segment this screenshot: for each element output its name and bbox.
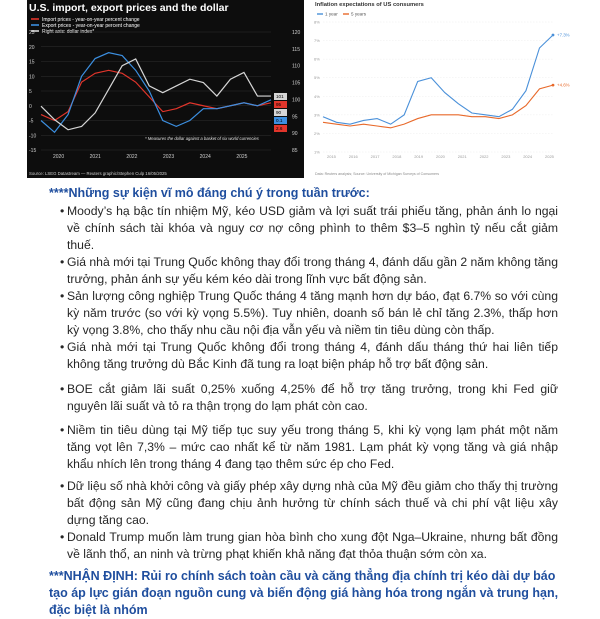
- assessment-text: ***NHẬN ĐỊNH: Rủi ro chính sách toàn cầu và căng thẳng địa chính trị kéo dài dự báo tạo áp lực gián đoạn nguồn cung và biến động giá hàng hóa trong ngắn và trung hạn, đặc biệt là nhóm: [49, 569, 559, 617]
- y-tick-label: 15: [29, 59, 35, 66]
- x-tick-label: 2021: [457, 154, 467, 159]
- chart-left-source: Source: LSEG Datastream — Reuters graphic/Stephen Culp 16/05/2025: [29, 171, 167, 176]
- list-item: [30, 478, 558, 529]
- y-tick-label: 0: [29, 103, 32, 110]
- event-text: Giá nhà mới tại Trung Quốc không thay đổi trong tháng 4, đánh dấu gần 2 năm không tăng trưởng, phản ánh sự yếu kém kéo dài trong lĩnh vực bất động sản.: [67, 255, 558, 286]
- inflation-expectations-chart: [313, 0, 573, 178]
- end-label: 90: [276, 110, 282, 115]
- bullet-icon: •: [60, 255, 65, 269]
- x-tick-label: 2020: [436, 154, 445, 159]
- end-label: 0.1: [276, 118, 283, 123]
- bullet-icon: •: [60, 530, 65, 544]
- y-tick-label: 20: [29, 44, 35, 51]
- y2-tick-label: 100: [292, 97, 301, 104]
- end-label: 95: [276, 102, 282, 107]
- y2-tick-label: 120: [292, 30, 301, 36]
- bullet-icon: •: [60, 423, 65, 437]
- series-line: [323, 85, 553, 128]
- chart-right-footnote: Data: Reuters analysis; Source: University of Michigan Surveys of Consumers: [315, 172, 440, 176]
- legend-label: 5 years: [351, 11, 367, 17]
- legend-label: Export prices - year-on-year percent change: [42, 23, 140, 29]
- series-end-marker: [552, 84, 555, 87]
- series-line: [41, 70, 271, 120]
- y-tick-label: 10: [29, 74, 35, 81]
- series-end-marker: [552, 34, 555, 37]
- y-tick-label: 6%: [314, 56, 320, 62]
- x-tick-label: 2021: [89, 154, 101, 160]
- bullet-icon: •: [60, 289, 65, 303]
- list-item: [30, 203, 558, 254]
- y-tick-label: 5%: [314, 75, 320, 81]
- event-text: Moody’s hạ bậc tín nhiệm Mỹ, kéo USD giảm và lợi suất trái phiếu tăng, phản ánh lo ngại về chính sách tài khóa và nguy cơ nợ công phình to thêm $3–5 nghìn tỷ nếu cắt giảm thuế.: [67, 204, 558, 252]
- y-tick-label: 7%: [314, 38, 320, 44]
- x-tick-label: 2022: [126, 154, 138, 160]
- x-tick-label: 2015: [327, 154, 336, 159]
- chart-right-title: Inflation expectations of US consumers: [315, 2, 424, 8]
- y2-tick-label: 110: [292, 63, 300, 70]
- x-tick-label: 2016: [348, 154, 358, 159]
- bullet-icon: •: [60, 382, 65, 396]
- x-tick-label: 2019: [414, 154, 424, 159]
- y-tick-label: 4%: [314, 93, 320, 99]
- x-tick-label: 2024: [199, 154, 211, 160]
- y2-tick-label: 105: [292, 80, 301, 87]
- x-tick-label: 2017: [370, 154, 380, 159]
- event-text: Giá nhà mới tại Trung Quốc không đổi trong tháng 4, đánh dấu tháng thứ hai liên tiếp không tăng trưởng dù Bắc Kinh đã tung ra loạt biện pháp hỗ trợ bất động sản.: [67, 340, 558, 371]
- event-text: BOE cắt giảm lãi suất 0,25% xuống 4,25% để hỗ trợ tăng trưởng, trong khi Fed giữ nguyên lãi suất và tỏ ra thận trọng do lạm phát còn cao.: [67, 382, 558, 413]
- y-tick-label: 8%: [314, 19, 320, 25]
- y2-tick-label: 95: [292, 114, 298, 121]
- x-tick-label: 2023: [163, 154, 175, 160]
- bullet-icon: •: [60, 479, 65, 493]
- end-label: 2.6: [276, 126, 283, 131]
- y2-tick-label: 115: [292, 46, 300, 53]
- y-tick-label: -15: [29, 148, 37, 154]
- import-export-dollar-chart: [27, 0, 304, 178]
- x-tick-label: 2025: [236, 154, 248, 160]
- end-label: +4.6%: [557, 82, 570, 88]
- x-tick-label: 2024: [523, 154, 533, 159]
- y-tick-label: 1%: [314, 149, 320, 155]
- event-text: Donald Trump muốn làm trung gian hòa bình cho xung đột Nga–Ukraine, nhưng bất đồng về lãnh thổ, an ninh và trừng phạt khiến khả năng đạt thỏa thuận sớm còn xa.: [67, 530, 558, 561]
- x-tick-label: 2018: [392, 154, 402, 159]
- chart-left-title: U.S. import, export prices and the dollar: [29, 2, 229, 14]
- y-tick-label: 25: [29, 30, 35, 36]
- y-tick-label: 2%: [314, 130, 320, 136]
- event-text: Dữ liệu số nhà khởi công và giấy phép xây dựng nhà của Mỹ đều giảm cho thấy thị trường bất động sản Mỹ cũng đang chịu ảnh hưởng từ chính sách thuế và chi phí vật liệu xây dựng tăng cao.: [67, 479, 558, 527]
- y2-tick-label: 90: [292, 131, 298, 138]
- event-text: Sản lượng công nghiệp Trung Quốc tháng 4 tăng mạnh hơn dự báo, đạt 6.7% so với cùng kỳ năm trước (so với kỳ vọng 5.5%). Tuy nhiên, doanh số bán lẻ chỉ tăng 2.3%, thấp hơn kỳ vọng 3.8%, cho thấy nhu cầu nội địa vẫn yếu và niềm tin tiêu dùng còn thấp.: [67, 289, 558, 337]
- list-item: [30, 288, 558, 339]
- y-tick-label: 5: [29, 89, 32, 95]
- bullet-icon: •: [60, 340, 65, 354]
- x-tick-label: 2020: [53, 154, 65, 160]
- list-item: [30, 422, 558, 473]
- list-item: [30, 381, 558, 415]
- chart-left-footnote: * Measures the dollar against a basket of six world currencies: [145, 136, 259, 141]
- list-item: [30, 254, 558, 288]
- x-tick-label: 2022: [479, 154, 489, 159]
- y-tick-label: -10: [29, 133, 37, 140]
- end-label: 101: [276, 94, 284, 99]
- bullet-icon: •: [60, 204, 65, 218]
- legend-label: Import prices - year-on-year percent change: [42, 17, 140, 23]
- y2-tick-label: 85: [292, 148, 298, 154]
- x-tick-label: 2023: [501, 154, 511, 159]
- section-heading: ****Những sự kiện vĩ mô đáng chú ý trong tuần trước:: [49, 186, 370, 200]
- x-tick-label: 2025: [545, 154, 554, 159]
- legend-label: Right axis: dollar index*: [42, 29, 95, 35]
- end-label: +7.3%: [557, 32, 570, 38]
- event-text: Niềm tin tiêu dùng tại Mỹ tiếp tục suy yếu trong tháng 5, khi kỳ vọng lạm phát một năm tăng vọt lên 7,3% – mức cao nhất kể từ năm 1981. Lạm phát kỳ vọng tăng và giá nhập khẩu nhích lên trong tháng 4 đang tạo thêm sức ép cho Fed.: [67, 423, 558, 471]
- list-item: [30, 339, 558, 373]
- legend-label: 1 year: [325, 11, 338, 17]
- y-tick-label: 3%: [314, 112, 320, 118]
- list-item: [30, 529, 558, 563]
- y-tick-label: -5: [29, 118, 34, 125]
